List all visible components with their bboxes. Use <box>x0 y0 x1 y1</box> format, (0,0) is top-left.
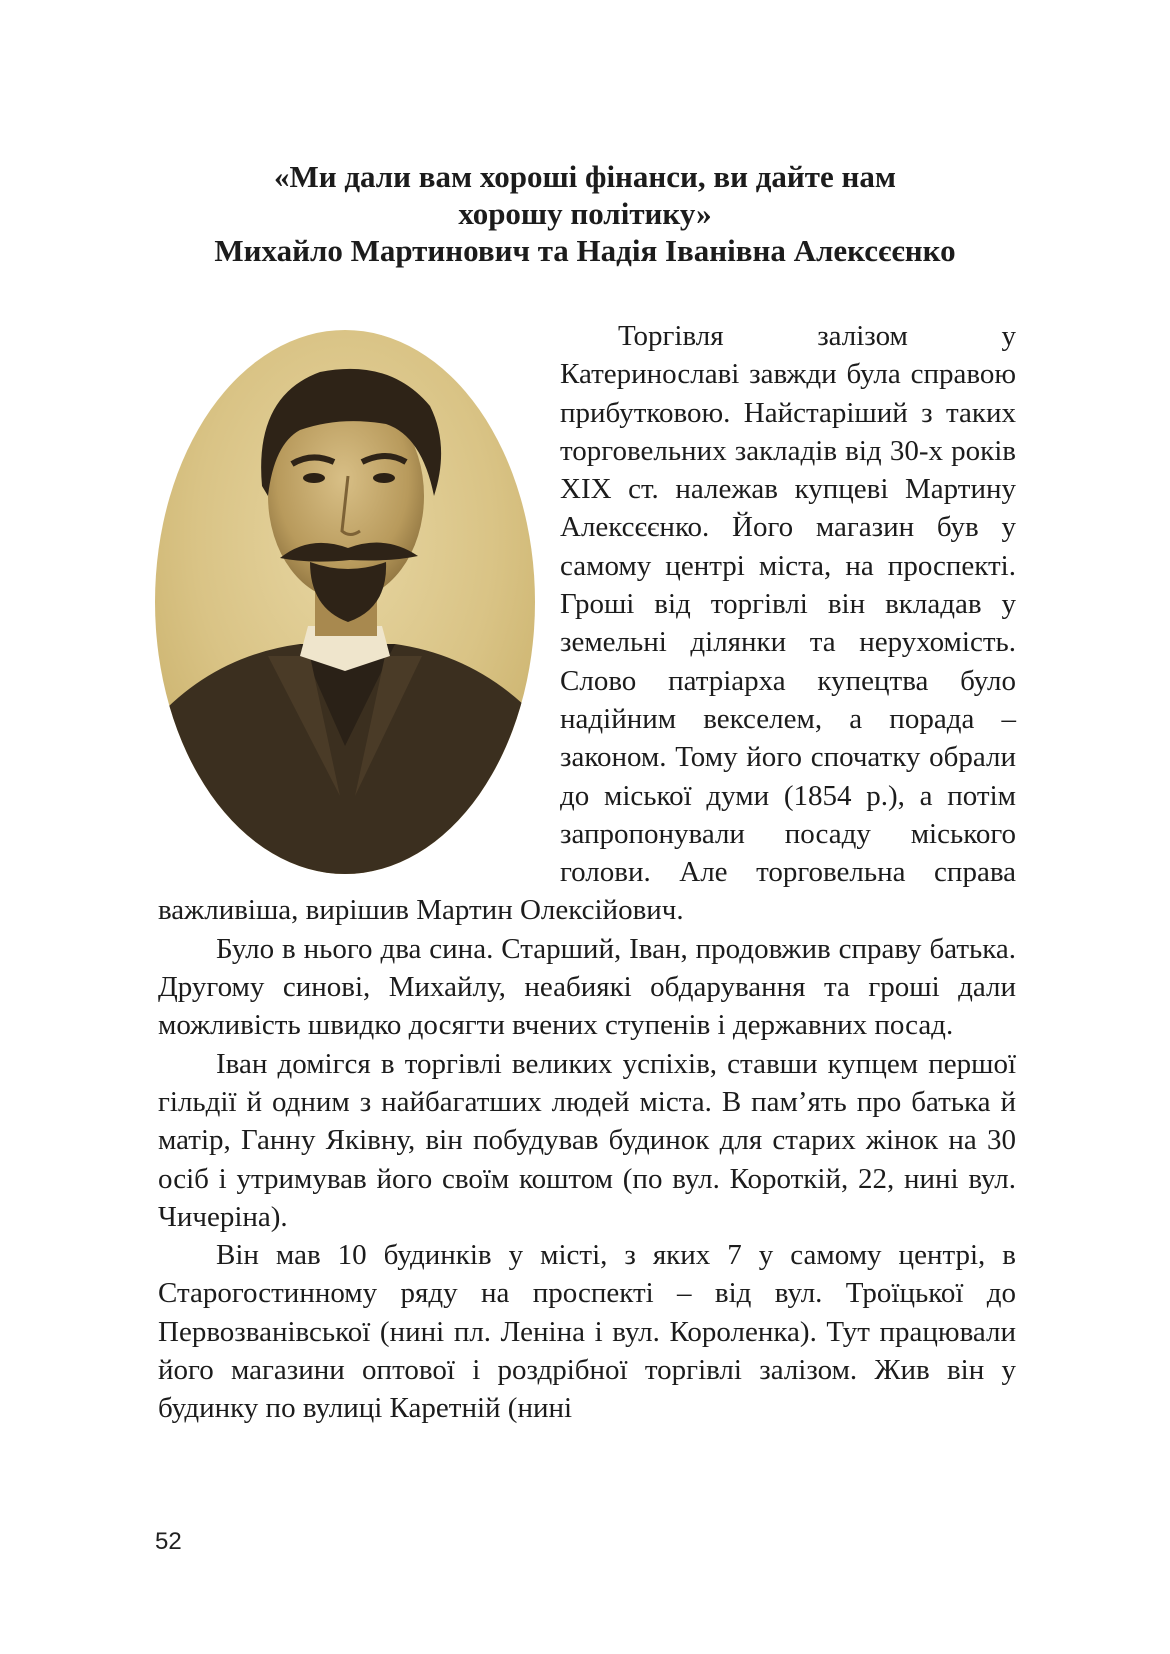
body-text <box>158 317 1016 1428</box>
heading-line-1: «Ми дали вам хороші фінанси, ви дайте нам <box>273 159 897 194</box>
heading-line-3: Михайло Мартинович та Надія Іванівна Алексєєнко <box>214 233 956 268</box>
paragraph-4: Він мав 10 будинків у місті, з яких 7 у самому центрі, в Старогостинному ряду на проспекті – від вул. Троїцької до Первозванівської (нині пл. Леніна і вул. Короленка). Тут працювали його магазини оптової і роздрібної торгівлі залізом. Жив він у будинку по вулиці Каретній (нині <box>158 1239 1016 1425</box>
paragraph-3: Іван домігся в торгівлі великих успіхів, ставши купцем першої гільдії й одним з найбагатших людей міста. В пам’ять про батька й матір, Ганну Яківну, він побудував будинок для старих жінок на 30 осіб і утримував його своїм коштом (по вул. Короткій, 22, нині вул. Чичеріна). <box>158 1047 1016 1233</box>
chapter-heading <box>0 158 1170 269</box>
heading-line-2: хорошу політику» <box>458 196 712 231</box>
paragraph-2: Було в нього два сина. Старший, Іван, продовжив справу батька. Другому синові, Михайлу, неабиякі обдарування та гроші дали можливість швидко досягти вчених ступенів і державних посад. <box>158 932 1016 1042</box>
page-number: 52 <box>155 1528 182 1555</box>
portrait-wrap-spacer <box>158 317 560 885</box>
paragraph-1: Торгівля залізом у Катеринославі завжди була справою прибутковою. Найстаріший з таких торговельних закладів від 30-х років XIX ст. належав купцеві Мартину Алексєєнко. Його магазин був у самому центрі міста, на проспекті. Гроші від торгівлі він вкладав у земельні ділянки та нерухомість. Слово патріарха купецтва було надійним векселем, а порада – законом. Тому його спочатку обрали до міської думи (1854 р.), а потім запропонували посаду міського голови. Але торговельна справа важливіша, вирішив Мартин Олексійович. <box>158 320 1016 927</box>
